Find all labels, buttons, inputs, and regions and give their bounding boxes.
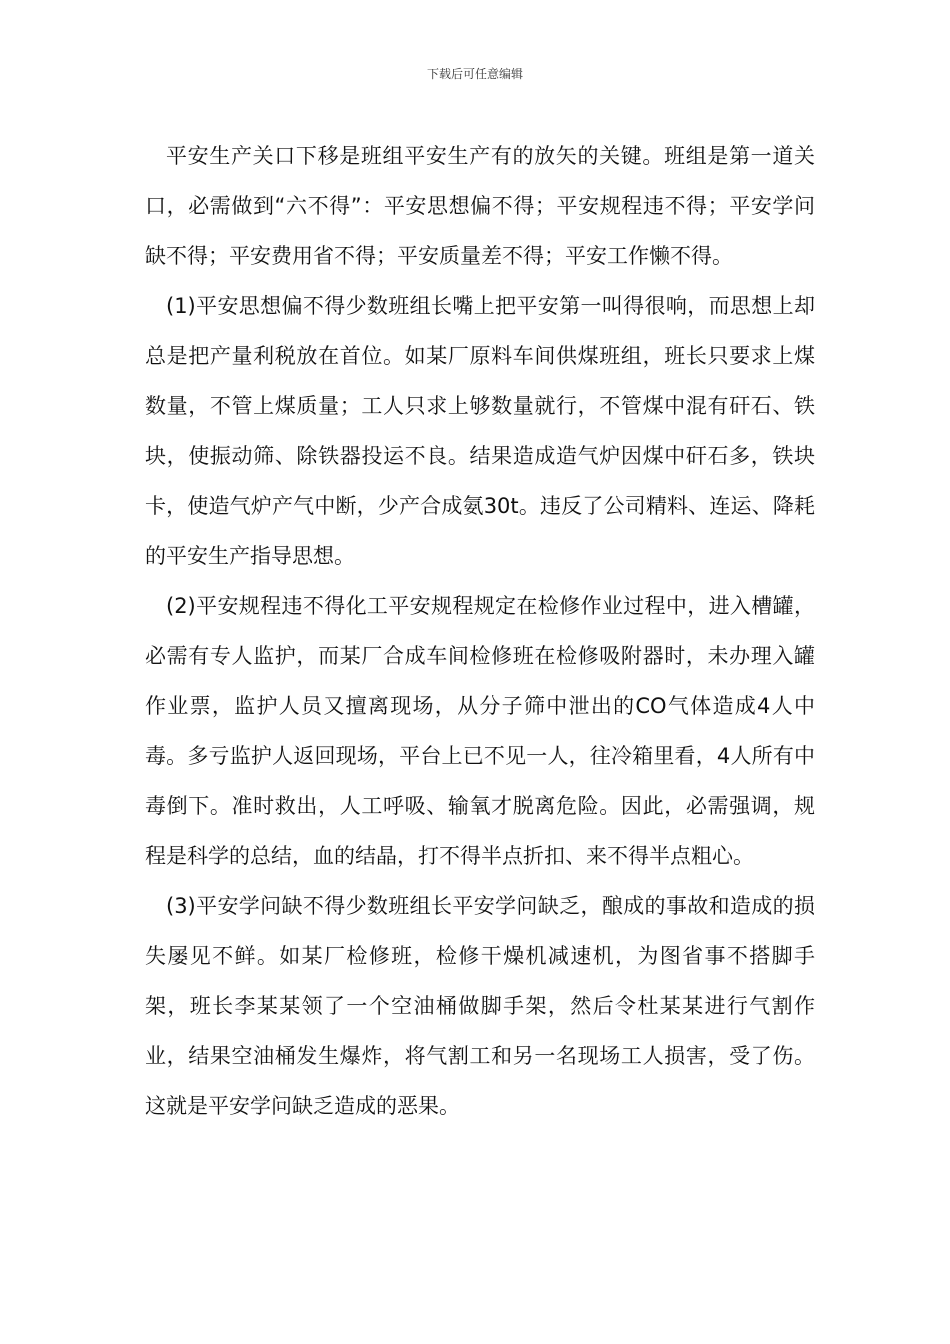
paragraph-1: (1)平安思想偏不得少数班组长嘴上把平安第一叫得很响，而思想上却总是把产量利税放在首位。如某厂原料车间供煤班组，班长只要求上煤数量，不管上煤质量；工人只求上够数量就行，不管煤中混有矸石、铁块，使振动筛、除铁器投运不良。结果造成造气炉因煤中矸石多，铁块卡，使造气炉产气中断，少产合成氨30t。违反了公司精料、连运、降耗的平安生产指导思想。 (145, 294, 815, 568)
document-body (145, 131, 815, 1131)
paragraph-3: (3)平安学问缺不得少数班组长平安学问缺乏，酿成的事故和造成的损失屡见不鲜。如某厂检修班，检修干燥机减速机，为图省事不搭脚手架，班长李某某领了一个空油桶做脚手架，然后令杜某某进行气割作业，结果空油桶发生爆炸，将气割工和另一名现场工人损害，受了伤。这就是平安学问缺乏造成的恶果。 (145, 894, 815, 1118)
paragraph-intro: 平安生产关口下移是班组平安生产有的放矢的关键。班组是第一道关口，必需做到“六不得”：平安思想偏不得；平安规程违不得；平安学问缺不得；平安费用省不得；平安质量差不得；平安工作懒不得。 (145, 144, 815, 268)
paragraph-2: (2)平安规程违不得化工平安规程规定在检修作业过程中，进入槽罐，必需有专人监护，而某厂合成车间检修班在检修吸附器时，未办理入罐作业票，监护人员又擅离现场，从分子筛中泄出的CO气体造成4人中毒。多亏监护人返回现场，平台上已不见一人，往冷箱里看，4人所有中毒倒下。准时救出，人工呼吸、输氧才脱离危险。因此，必需强调，规程是科学的总结，血的结晶，打不得半点折扣、来不得半点粗心。 (145, 594, 815, 868)
page-header: 下载后可任意编辑 (426, 67, 523, 81)
